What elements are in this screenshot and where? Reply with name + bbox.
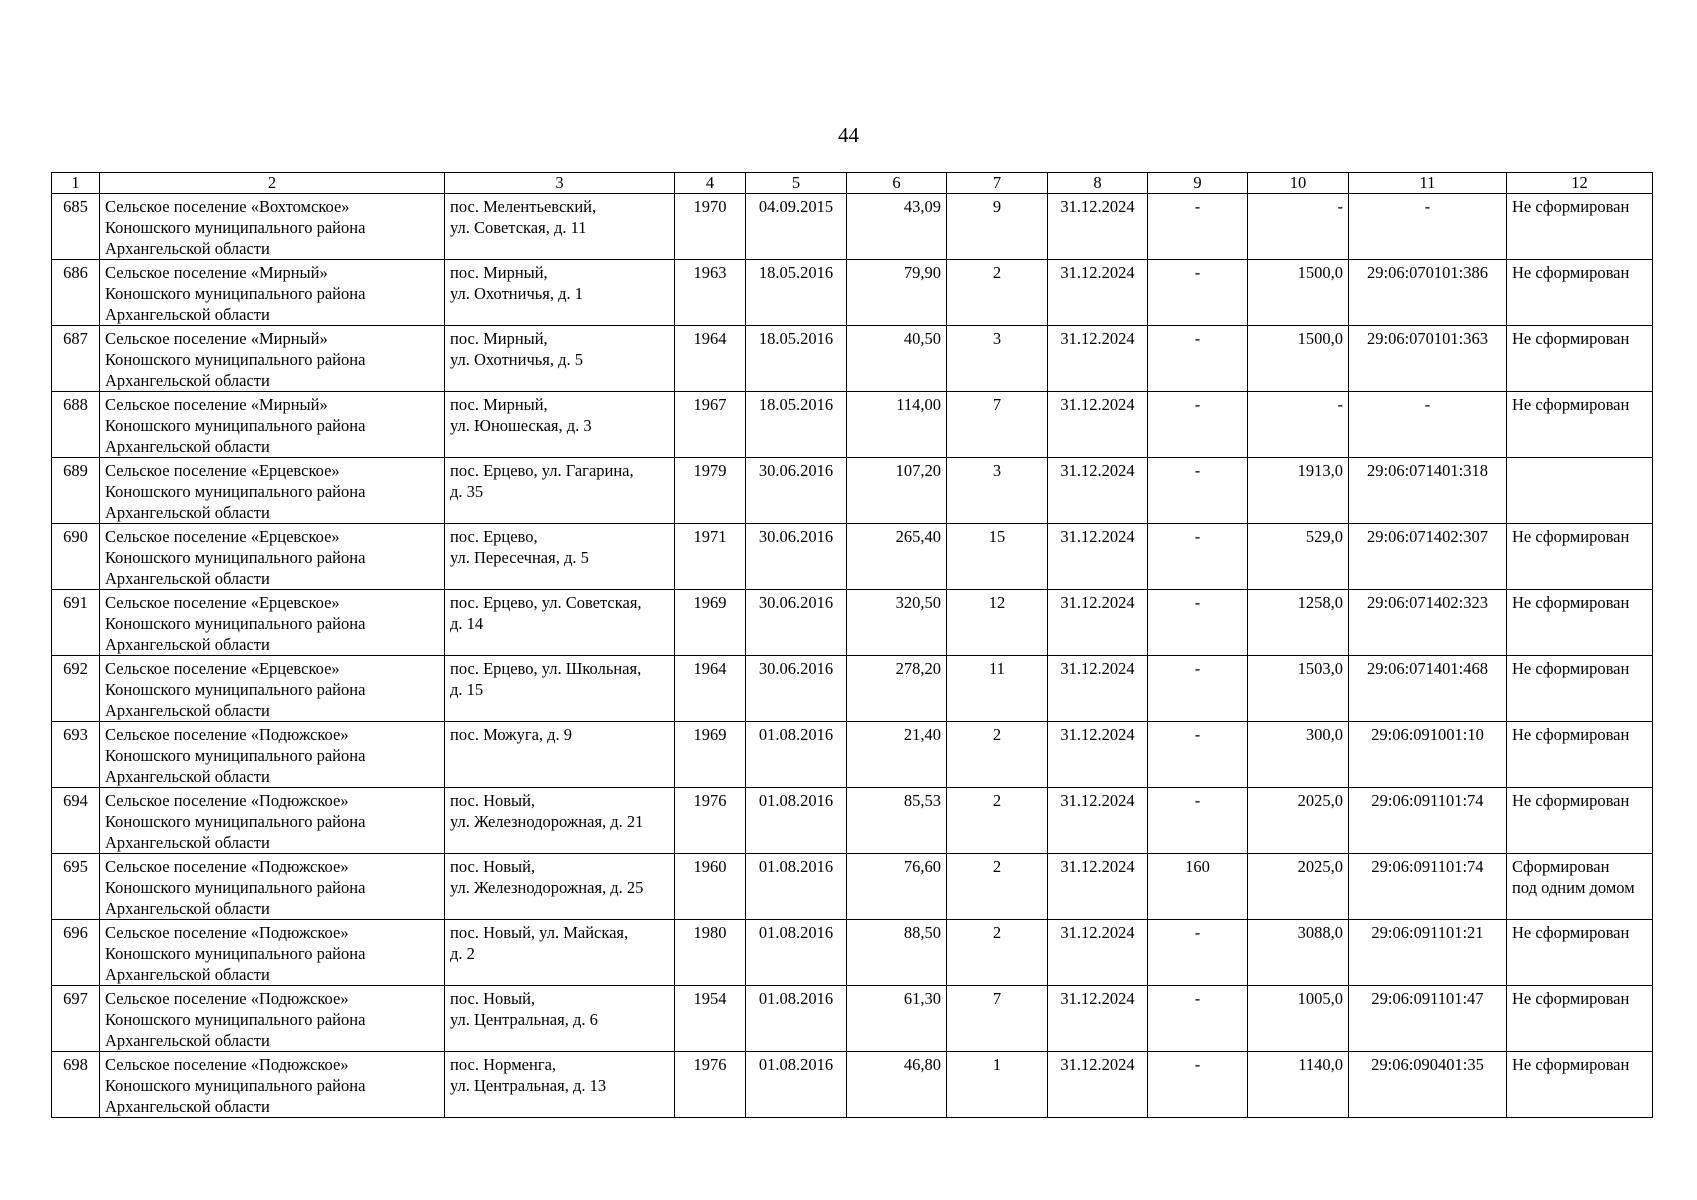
residents-cell: 1	[947, 1052, 1048, 1118]
date-cell: 01.08.2016	[746, 854, 847, 920]
settlement-line: Архангельской области	[105, 305, 270, 324]
status-line: Не сформирован	[1512, 989, 1630, 1008]
settlement-line: Сельское поселение «Подюжское»	[105, 725, 349, 744]
deadline-cell: 31.12.2024	[1048, 722, 1148, 788]
status-line: Не сформирован	[1512, 923, 1630, 942]
address-cell	[445, 722, 675, 788]
column-header-1: 1	[52, 173, 100, 194]
area-cell: 278,20	[847, 656, 947, 722]
status-cell	[1507, 920, 1653, 986]
settlement-line: Сельское поселение «Подюжское»	[105, 923, 349, 942]
year-cell: 1970	[675, 194, 746, 260]
residents-cell: 2	[947, 722, 1048, 788]
cadastral-number-cell: 29:06:071402:307	[1349, 524, 1507, 590]
area-cell: 61,30	[847, 986, 947, 1052]
row-number-cell: 693	[52, 722, 100, 788]
table-row	[52, 590, 1653, 656]
column-header-7: 7	[947, 173, 1048, 194]
cadastral-number-cell: 29:06:091001:10	[1349, 722, 1507, 788]
cadastral-number-cell: 29:06:091101:47	[1349, 986, 1507, 1052]
land-area-cell: -	[1148, 326, 1248, 392]
plot-area-cell: -	[1248, 392, 1349, 458]
year-cell: 1964	[675, 656, 746, 722]
status-line: Не сформирован	[1512, 197, 1630, 216]
plot-area-cell: 1500,0	[1248, 260, 1349, 326]
status-cell	[1507, 260, 1653, 326]
plot-area-cell: 2025,0	[1248, 788, 1349, 854]
address-line: пос. Мирный,	[450, 395, 548, 414]
status-line: Сформирован	[1512, 857, 1610, 876]
land-area-cell: 160	[1148, 854, 1248, 920]
land-area-cell: -	[1148, 656, 1248, 722]
settlement-line: Сельское поселение «Мирный»	[105, 329, 328, 348]
status-line: Не сформирован	[1512, 329, 1630, 348]
date-cell: 01.08.2016	[746, 1052, 847, 1118]
address-line: ул. Центральная, д. 13	[450, 1076, 607, 1095]
date-cell: 18.05.2016	[746, 326, 847, 392]
address-cell	[445, 920, 675, 986]
table-row	[52, 194, 1653, 260]
land-area-cell: -	[1148, 458, 1248, 524]
area-cell: 88,50	[847, 920, 947, 986]
area-cell: 320,50	[847, 590, 947, 656]
address-line: пос. Норменга,	[450, 1055, 557, 1074]
status-cell	[1507, 590, 1653, 656]
table-header	[52, 173, 1653, 194]
year-cell: 1979	[675, 458, 746, 524]
address-cell	[445, 392, 675, 458]
address-cell	[445, 788, 675, 854]
land-area-cell: -	[1148, 788, 1248, 854]
settlement-cell	[100, 326, 445, 392]
date-cell: 30.06.2016	[746, 524, 847, 590]
area-cell: 76,60	[847, 854, 947, 920]
settlement-line: Коношского муниципального района	[105, 218, 366, 237]
settlement-line: Сельское поселение «Ерцевское»	[105, 659, 340, 678]
plot-area-cell: 1140,0	[1248, 1052, 1349, 1118]
status-line: Не сформирован	[1512, 725, 1630, 744]
settlement-line: Сельское поселение «Мирный»	[105, 395, 328, 414]
cadastral-number-cell: 29:06:071402:323	[1349, 590, 1507, 656]
row-number-cell: 687	[52, 326, 100, 392]
settlement-line: Архангельской области	[105, 965, 270, 984]
cadastral-number-cell: 29:06:091101:74	[1349, 788, 1507, 854]
column-header-11: 11	[1349, 173, 1507, 194]
area-cell: 40,50	[847, 326, 947, 392]
table-row	[52, 788, 1653, 854]
address-cell	[445, 194, 675, 260]
residents-cell: 9	[947, 194, 1048, 260]
year-cell: 1967	[675, 392, 746, 458]
residents-cell: 7	[947, 392, 1048, 458]
cadastral-number-cell: -	[1349, 194, 1507, 260]
settlement-line: Архангельской области	[105, 1097, 270, 1116]
area-cell: 46,80	[847, 1052, 947, 1118]
address-line: д. 2	[450, 944, 475, 963]
date-cell: 18.05.2016	[746, 260, 847, 326]
address-cell	[445, 590, 675, 656]
deadline-cell: 31.12.2024	[1048, 458, 1148, 524]
row-number-cell: 691	[52, 590, 100, 656]
area-cell: 79,90	[847, 260, 947, 326]
date-cell: 04.09.2015	[746, 194, 847, 260]
land-area-cell: -	[1148, 1052, 1248, 1118]
address-line: ул. Железнодорожная, д. 25	[450, 878, 644, 897]
year-cell: 1960	[675, 854, 746, 920]
settlement-cell	[100, 986, 445, 1052]
row-number-cell: 697	[52, 986, 100, 1052]
settlement-cell	[100, 1052, 445, 1118]
deadline-cell: 31.12.2024	[1048, 788, 1148, 854]
year-cell: 1976	[675, 1052, 746, 1118]
table-row	[52, 854, 1653, 920]
year-cell: 1963	[675, 260, 746, 326]
settlement-line: Коношского муниципального района	[105, 416, 366, 435]
row-number-cell: 686	[52, 260, 100, 326]
address-cell	[445, 854, 675, 920]
settlement-line: Коношского муниципального района	[105, 812, 366, 831]
area-cell: 21,40	[847, 722, 947, 788]
cadastral-number-cell: 29:06:091101:21	[1349, 920, 1507, 986]
table-row	[52, 524, 1653, 590]
address-line: ул. Центральная, д. 6	[450, 1010, 598, 1029]
column-header-5: 5	[746, 173, 847, 194]
settlement-line: Коношского муниципального района	[105, 878, 366, 897]
address-line: пос. Ерцево, ул. Советская,	[450, 593, 642, 612]
date-cell: 18.05.2016	[746, 392, 847, 458]
status-cell	[1507, 788, 1653, 854]
land-area-cell: -	[1148, 590, 1248, 656]
land-area-cell: -	[1148, 524, 1248, 590]
deadline-cell: 31.12.2024	[1048, 854, 1148, 920]
address-line: пос. Можуга, д. 9	[450, 725, 573, 744]
address-cell	[445, 986, 675, 1052]
cadastral-number-cell: 29:06:070101:386	[1349, 260, 1507, 326]
plot-area-cell: 3088,0	[1248, 920, 1349, 986]
table-row	[52, 920, 1653, 986]
column-header-6: 6	[847, 173, 947, 194]
deadline-cell: 31.12.2024	[1048, 260, 1148, 326]
address-line: ул. Железнодорожная, д. 21	[450, 812, 644, 831]
housing-registry-table	[51, 172, 1653, 1118]
cadastral-number-cell: 29:06:071401:468	[1349, 656, 1507, 722]
year-cell: 1964	[675, 326, 746, 392]
column-header-2: 2	[100, 173, 445, 194]
address-line: д. 35	[450, 482, 484, 501]
date-cell: 01.08.2016	[746, 920, 847, 986]
settlement-line: Архангельской области	[105, 1031, 270, 1050]
settlement-line: Архангельской области	[105, 371, 270, 390]
area-cell: 107,20	[847, 458, 947, 524]
settlement-line: Архангельской области	[105, 767, 270, 786]
area-cell: 114,00	[847, 392, 947, 458]
address-line: д. 15	[450, 680, 484, 699]
settlement-line: Сельское поселение «Ерцевское»	[105, 527, 340, 546]
settlement-line: Коношского муниципального района	[105, 350, 366, 369]
cadastral-number-cell: 29:06:091101:74	[1349, 854, 1507, 920]
status-line: Не сформирован	[1512, 395, 1630, 414]
settlement-cell	[100, 392, 445, 458]
plot-area-cell: 1500,0	[1248, 326, 1349, 392]
settlement-cell	[100, 722, 445, 788]
address-cell	[445, 1052, 675, 1118]
column-header-10: 10	[1248, 173, 1349, 194]
address-line: ул. Охотничья, д. 1	[450, 284, 584, 303]
table-row	[52, 656, 1653, 722]
status-cell	[1507, 722, 1653, 788]
address-cell	[445, 326, 675, 392]
land-area-cell: -	[1148, 920, 1248, 986]
plot-area-cell: 1005,0	[1248, 986, 1349, 1052]
settlement-line: Архангельской области	[105, 833, 270, 852]
settlement-line: Сельское поселение «Вохтомское»	[105, 197, 350, 216]
deadline-cell: 31.12.2024	[1048, 326, 1148, 392]
settlement-line: Архангельской области	[105, 635, 270, 654]
settlement-line: Коношского муниципального района	[105, 944, 366, 963]
table-row	[52, 260, 1653, 326]
status-cell	[1507, 392, 1653, 458]
settlement-line: Коношского муниципального района	[105, 482, 366, 501]
year-cell: 1969	[675, 590, 746, 656]
settlement-line: Сельское поселение «Подюжское»	[105, 989, 349, 1008]
settlement-cell	[100, 524, 445, 590]
status-line: Не сформирован	[1512, 263, 1630, 282]
settlement-cell	[100, 920, 445, 986]
date-cell: 01.08.2016	[746, 722, 847, 788]
cadastral-number-cell: 29:06:070101:363	[1349, 326, 1507, 392]
address-line: пос. Мирный,	[450, 263, 548, 282]
address-line: ул. Пересечная, д. 5	[450, 548, 589, 567]
residents-cell: 3	[947, 326, 1048, 392]
settlement-line: Коношского муниципального района	[105, 284, 366, 303]
status-line: Не сформирован	[1512, 593, 1630, 612]
residents-cell: 7	[947, 986, 1048, 1052]
row-number-cell: 692	[52, 656, 100, 722]
address-line: ул. Охотничья, д. 5	[450, 350, 584, 369]
table-row	[52, 326, 1653, 392]
year-cell: 1976	[675, 788, 746, 854]
address-cell	[445, 458, 675, 524]
table-row	[52, 458, 1653, 524]
residents-cell: 3	[947, 458, 1048, 524]
settlement-cell	[100, 590, 445, 656]
table-body	[52, 194, 1653, 1118]
row-number-cell: 689	[52, 458, 100, 524]
area-cell: 85,53	[847, 788, 947, 854]
settlement-line: Сельское поселение «Подюжское»	[105, 1055, 349, 1074]
settlement-cell	[100, 260, 445, 326]
land-area-cell: -	[1148, 392, 1248, 458]
residents-cell: 2	[947, 260, 1048, 326]
address-line: пос. Новый, ул. Майская,	[450, 923, 629, 942]
deadline-cell: 31.12.2024	[1048, 1052, 1148, 1118]
land-area-cell: -	[1148, 194, 1248, 260]
cadastral-number-cell: -	[1349, 392, 1507, 458]
address-line: пос. Новый,	[450, 989, 536, 1008]
settlement-line: Сельское поселение «Мирный»	[105, 263, 328, 282]
date-cell: 30.06.2016	[746, 458, 847, 524]
row-number-cell: 696	[52, 920, 100, 986]
row-number-cell: 685	[52, 194, 100, 260]
year-cell: 1954	[675, 986, 746, 1052]
status-line: Не сформирован	[1512, 791, 1630, 810]
address-line: ул. Юношеская, д. 3	[450, 416, 592, 435]
settlement-cell	[100, 656, 445, 722]
column-header-8: 8	[1048, 173, 1148, 194]
status-cell	[1507, 326, 1653, 392]
plot-area-cell: 1258,0	[1248, 590, 1349, 656]
status-cell	[1507, 194, 1653, 260]
deadline-cell: 31.12.2024	[1048, 920, 1148, 986]
address-line: пос. Новый,	[450, 791, 536, 810]
settlement-cell	[100, 194, 445, 260]
plot-area-cell: 2025,0	[1248, 854, 1349, 920]
table-row	[52, 722, 1653, 788]
settlement-line: Архангельской области	[105, 569, 270, 588]
cadastral-number-cell: 29:06:090401:35	[1349, 1052, 1507, 1118]
deadline-cell: 31.12.2024	[1048, 986, 1148, 1052]
settlement-line: Сельское поселение «Подюжское»	[105, 791, 349, 810]
area-cell: 43,09	[847, 194, 947, 260]
status-line: под одним домом	[1512, 878, 1635, 897]
table-row	[52, 986, 1653, 1052]
settlement-line: Коношского муниципального района	[105, 746, 366, 765]
settlement-line: Архангельской области	[105, 503, 270, 522]
address-cell	[445, 524, 675, 590]
address-line: ул. Советская, д. 11	[450, 218, 587, 237]
row-number-cell: 690	[52, 524, 100, 590]
deadline-cell: 31.12.2024	[1048, 194, 1148, 260]
deadline-cell: 31.12.2024	[1048, 524, 1148, 590]
settlement-line: Архангельской области	[105, 437, 270, 456]
status-cell	[1507, 524, 1653, 590]
year-cell: 1971	[675, 524, 746, 590]
address-line: пос. Ерцево,	[450, 527, 538, 546]
settlement-cell	[100, 788, 445, 854]
plot-area-cell: 1913,0	[1248, 458, 1349, 524]
cadastral-number-cell: 29:06:071401:318	[1349, 458, 1507, 524]
address-cell	[445, 260, 675, 326]
plot-area-cell: 300,0	[1248, 722, 1349, 788]
settlement-line: Архангельской области	[105, 701, 270, 720]
address-cell	[445, 656, 675, 722]
row-number-cell: 688	[52, 392, 100, 458]
settlement-line: Сельское поселение «Ерцевское»	[105, 593, 340, 612]
residents-cell: 2	[947, 854, 1048, 920]
status-line: Не сформирован	[1512, 1055, 1630, 1074]
date-cell: 01.08.2016	[746, 986, 847, 1052]
year-cell: 1980	[675, 920, 746, 986]
deadline-cell: 31.12.2024	[1048, 392, 1148, 458]
column-header-9: 9	[1148, 173, 1248, 194]
date-cell: 30.06.2016	[746, 656, 847, 722]
year-cell: 1969	[675, 722, 746, 788]
address-line: пос. Ерцево, ул. Гагарина,	[450, 461, 634, 480]
residents-cell: 12	[947, 590, 1048, 656]
status-cell	[1507, 458, 1653, 524]
deadline-cell: 31.12.2024	[1048, 656, 1148, 722]
area-cell: 265,40	[847, 524, 947, 590]
residents-cell: 2	[947, 920, 1048, 986]
status-cell	[1507, 1052, 1653, 1118]
plot-area-cell: 1503,0	[1248, 656, 1349, 722]
address-line: пос. Мелентьевский,	[450, 197, 597, 216]
status-cell	[1507, 656, 1653, 722]
settlement-line: Архангельской области	[105, 239, 270, 258]
settlement-line: Коношского муниципального района	[105, 614, 366, 633]
settlement-line: Коношского муниципального района	[105, 548, 366, 567]
settlement-line: Коношского муниципального района	[105, 1076, 366, 1095]
settlement-line: Архангельской области	[105, 899, 270, 918]
status-cell	[1507, 854, 1653, 920]
residents-cell: 11	[947, 656, 1048, 722]
page-number: 44	[838, 123, 859, 147]
status-line: Не сформирован	[1512, 527, 1630, 546]
residents-cell: 2	[947, 788, 1048, 854]
table-row	[52, 392, 1653, 458]
address-line: д. 14	[450, 614, 484, 633]
column-header-3: 3	[445, 173, 675, 194]
land-area-cell: -	[1148, 986, 1248, 1052]
address-line: пос. Новый,	[450, 857, 536, 876]
row-number-cell: 698	[52, 1052, 100, 1118]
status-cell	[1507, 986, 1653, 1052]
row-number-cell: 695	[52, 854, 100, 920]
settlement-cell	[100, 854, 445, 920]
plot-area-cell: -	[1248, 194, 1349, 260]
land-area-cell: -	[1148, 722, 1248, 788]
date-cell: 01.08.2016	[746, 788, 847, 854]
address-line: пос. Мирный,	[450, 329, 548, 348]
residents-cell: 15	[947, 524, 1048, 590]
settlement-cell	[100, 458, 445, 524]
settlement-line: Коношского муниципального района	[105, 680, 366, 699]
settlement-line: Коношского муниципального района	[105, 1010, 366, 1029]
deadline-cell: 31.12.2024	[1048, 590, 1148, 656]
column-header-12: 12	[1507, 173, 1653, 194]
header-row	[52, 173, 1653, 194]
address-line: пос. Ерцево, ул. Школьная,	[450, 659, 642, 678]
table-row	[52, 1052, 1653, 1118]
date-cell: 30.06.2016	[746, 590, 847, 656]
plot-area-cell: 529,0	[1248, 524, 1349, 590]
row-number-cell: 694	[52, 788, 100, 854]
status-line: Не сформирован	[1512, 659, 1630, 678]
column-header-4: 4	[675, 173, 746, 194]
settlement-line: Сельское поселение «Подюжское»	[105, 857, 349, 876]
settlement-line: Сельское поселение «Ерцевское»	[105, 461, 340, 480]
land-area-cell: -	[1148, 260, 1248, 326]
